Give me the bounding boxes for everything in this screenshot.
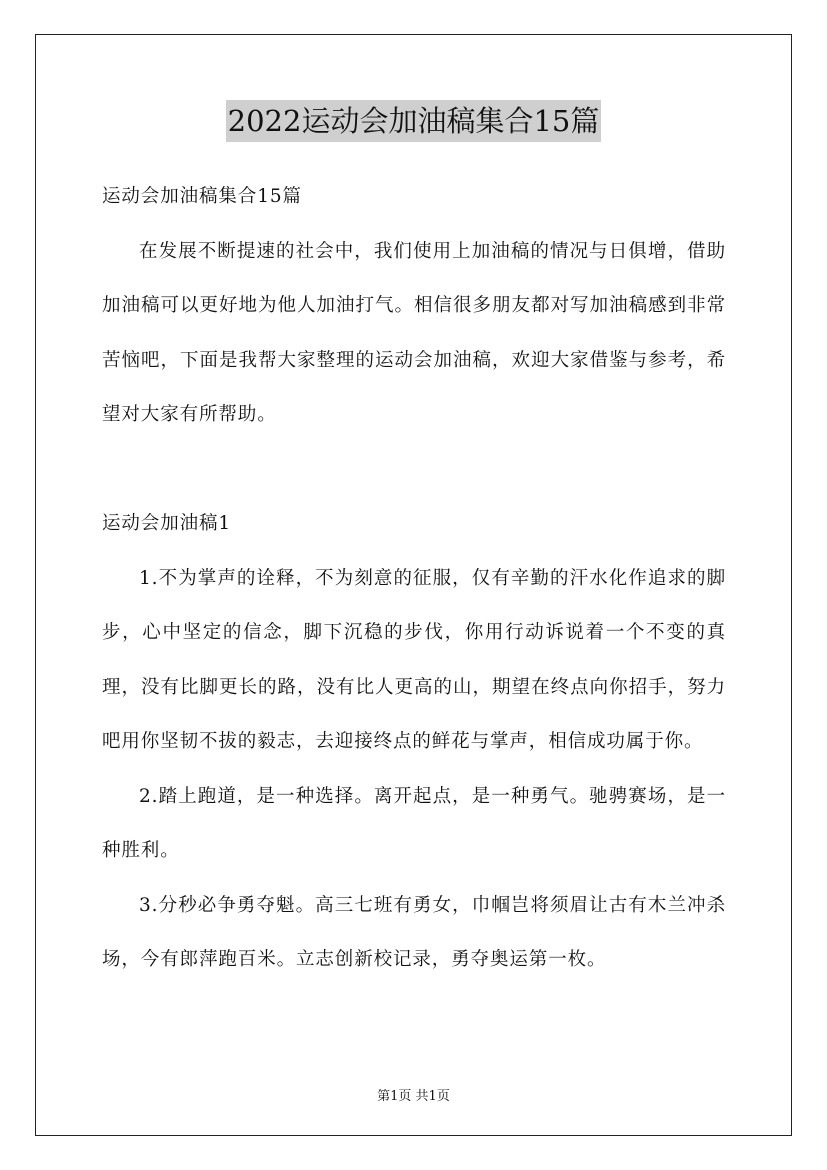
blank-line <box>102 443 726 498</box>
page-footer: 第1页 共1页 <box>377 1089 450 1104</box>
body-paragraph-2: 2.踏上跑道，是一种选择。离开起点，是一种勇气。驰骋赛场，是一种胜利。 <box>102 785 726 861</box>
section-heading: 运动会加油稿1 <box>102 513 232 534</box>
document-subtitle: 运动会加油稿集合15篇 <box>102 186 302 207</box>
document-title: 2022运动会加油稿集合15篇 <box>226 100 602 142</box>
intro-paragraph: 在发展不断提速的社会中，我们使用上加油稿的情况与日俱增，借助加油稿可以更好地为他人加油打气。相信很多朋友都对写加油稿感到非常苦恼吧，下面是我帮大家整理的运动会加油稿，欢迎大家借鉴与参考，希望对大家有所帮助。 <box>102 240 726 425</box>
body-paragraph-3: 3.分秒必争勇夺魁。高三七班有勇女，巾帼岂将须眉让古有木兰冲杀场，今有郎萍跑百米。立志创新校记录，勇夺奥运第一枚。 <box>102 894 726 970</box>
title-container <box>0 100 827 142</box>
body-paragraph-1: 1.不为掌声的诠释，不为刻意的征服，仅有辛勤的汗水化作追求的脚步，心中坚定的信念，脚下沉稳的步伐，你用行动诉说着一个不变的真理，没有比脚更长的路，没有比人更高的山，期望在终点向你招手，努力吧用你坚韧不拔的毅志，去迎接终点的鲜花与掌声，相信成功属于你。 <box>102 567 726 752</box>
document-body <box>102 170 726 988</box>
